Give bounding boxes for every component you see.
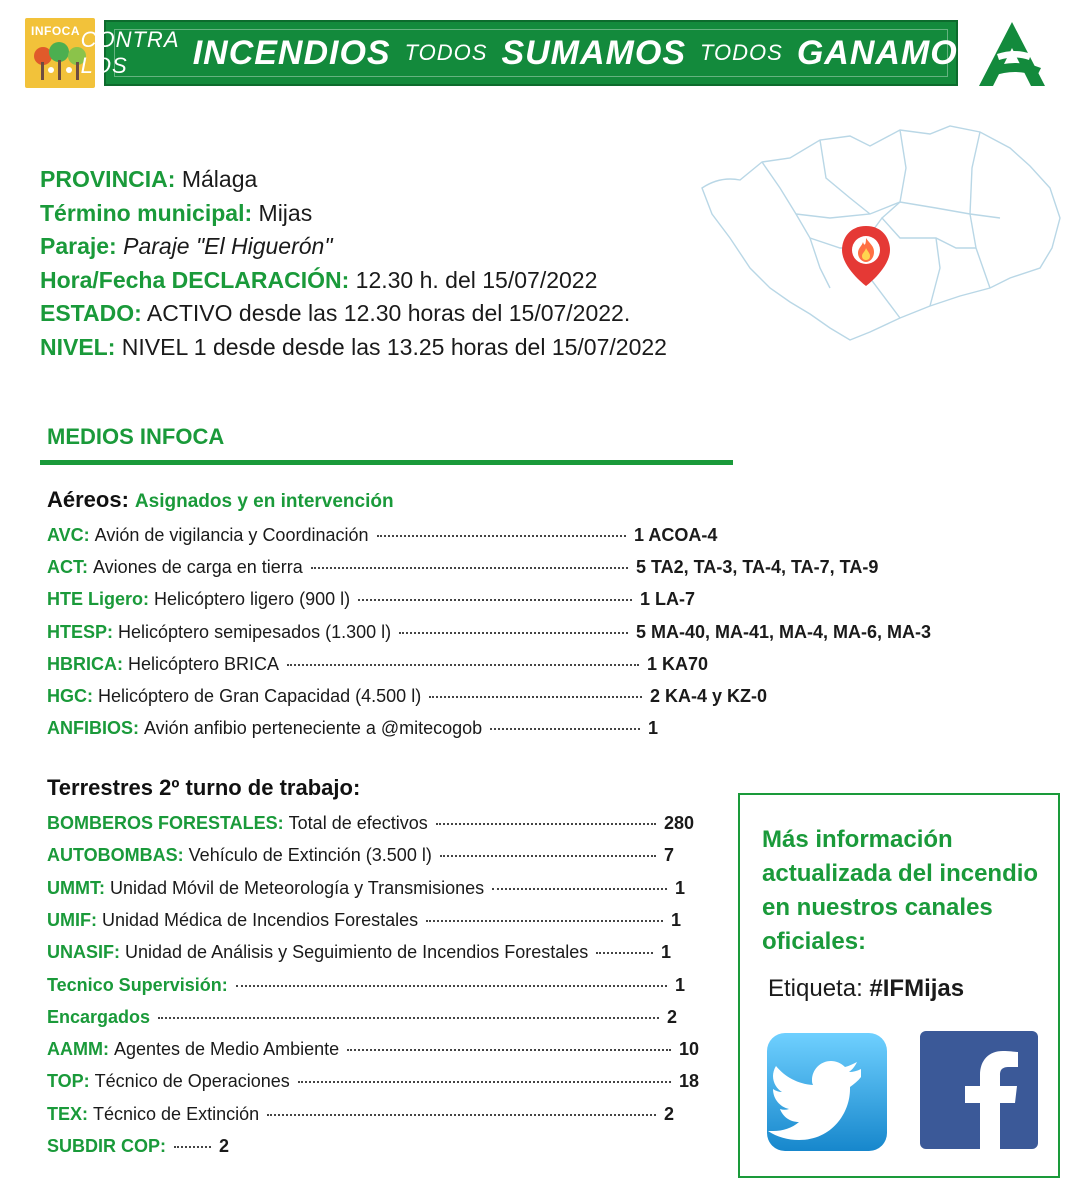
resource-count: 2: [664, 1103, 675, 1124]
dotted-leader: [490, 728, 640, 730]
dotted-leader: [399, 632, 628, 634]
aereos-subtitle: Asignados y en intervención: [134, 491, 394, 512]
infoca-logo-text: INFOCA: [31, 24, 80, 38]
resource-code: HTESP:: [47, 621, 114, 642]
estado-label: ESTADO:: [40, 300, 142, 326]
termino-row: [40, 197, 667, 231]
resource-count: 1 LA-7: [640, 589, 696, 610]
resource-row: [47, 718, 658, 739]
info-message: Más información actualizada del incendio en nuestros canales oficiales:: [762, 826, 1039, 955]
resource-count: 1: [675, 877, 686, 898]
resource-count: 2: [667, 1006, 678, 1027]
nivel-value: NIVEL 1 desde desde las 13.25 horas del 15/07/2022: [121, 333, 667, 360]
slogan-word: TODOS: [404, 40, 488, 65]
slogan-word: TODOS: [700, 40, 783, 65]
dotted-leader: [436, 823, 656, 825]
termino-label: Término municipal:: [40, 199, 253, 226]
resource-code: AAMM:: [47, 1039, 109, 1060]
hashtag-line: [768, 975, 964, 1003]
dotted-leader: [158, 1017, 659, 1019]
resource-description: Vehículo de Extinción (3.500 l): [188, 845, 432, 866]
resource-count: 1: [675, 974, 686, 995]
resource-row: [47, 845, 674, 866]
paraje-label: Paraje:: [40, 233, 117, 259]
slogan-word: GANAMOS: [796, 33, 982, 72]
social-info-box: [738, 793, 1060, 1178]
resource-row: [47, 622, 931, 643]
resource-code: SUBDIR COP:: [47, 1136, 167, 1156]
dotted-leader: [287, 664, 639, 666]
hora-value: 12.30 h. del 15/07/2022: [355, 266, 598, 293]
slogan-word: INCENDIOS: [192, 33, 391, 72]
campaign-banner: [80, 20, 982, 86]
hora-row: [40, 264, 667, 298]
resource-code: HTE Ligero:: [47, 589, 149, 610]
resource-code: HBRICA:: [47, 653, 123, 674]
resource-description: Helicóptero BRICA: [128, 653, 280, 674]
hora-label: Hora/Fecha DECLARACIÓN:: [40, 266, 350, 293]
resource-count: 10: [679, 1039, 700, 1060]
resource-code: HGC:: [47, 686, 93, 706]
resource-count: 5 MA-40, MA-41, MA-4, MA-6, MA-3: [636, 621, 932, 642]
provincia-row: [40, 163, 667, 197]
resource-code: AUTOBOMBAS:: [47, 845, 184, 866]
resource-description: Técnico de Operaciones: [94, 1071, 290, 1092]
dotted-leader: [347, 1049, 671, 1051]
resource-code: Tecnico Supervisión:: [47, 974, 228, 995]
resource-description: Helicóptero ligero (900 l): [154, 589, 351, 610]
dotted-leader: [267, 1114, 656, 1116]
resource-row: [47, 686, 767, 707]
estado-value: ACTIVO desde las 12.30 horas del 15/07/2022.: [146, 300, 631, 326]
resource-count: 1: [671, 909, 682, 930]
resource-code: TOP:: [47, 1071, 90, 1092]
medios-title: MEDIOS INFOCA: [47, 424, 225, 449]
resource-row: [47, 813, 694, 834]
resource-code: UNASIF:: [47, 942, 120, 963]
medios-divider: [40, 460, 733, 465]
resource-count: 18: [679, 1071, 700, 1092]
terrestres-title: Terrestres 2º turno de trabajo:: [47, 775, 361, 800]
aereos-label: Aéreos:: [47, 487, 129, 512]
nivel-row: [40, 331, 667, 365]
dotted-leader: [426, 920, 663, 922]
slogan-word: SUMAMOS: [501, 33, 686, 72]
resource-description: Avión de vigilancia y Coordinación: [94, 525, 369, 545]
provincia-value: Málaga: [181, 166, 258, 192]
facebook-icon[interactable]: [920, 1031, 1038, 1149]
dotted-leader: [596, 952, 653, 954]
resource-row: [47, 1136, 229, 1157]
resource-count: 1: [648, 718, 659, 739]
resource-description: Helicóptero de Gran Capacidad (4.500 l): [98, 686, 422, 706]
resource-row: [47, 1039, 699, 1060]
dotted-leader: [174, 1146, 211, 1148]
dotted-leader: [377, 535, 626, 537]
resource-count: 7: [664, 845, 675, 866]
dotted-leader: [311, 567, 628, 569]
dotted-leader: [440, 855, 656, 857]
resource-row: [47, 525, 717, 546]
resource-count: 2: [219, 1136, 230, 1156]
dotted-leader: [492, 888, 667, 890]
resource-count: 1: [661, 942, 672, 963]
resource-code: ACT:: [47, 557, 88, 578]
termino-value: Mijas: [258, 199, 313, 226]
resource-count: 1 KA70: [647, 653, 709, 674]
resource-count: 2 KA-4 y KZ-0: [650, 686, 768, 706]
dotted-leader: [298, 1081, 671, 1083]
resource-row: [47, 878, 685, 899]
resource-row: [47, 654, 708, 675]
dotted-leader: [236, 985, 667, 987]
aereos-title: [47, 487, 394, 513]
paraje-value: Paraje "El Higuerón": [123, 233, 333, 259]
resource-description: Unidad Móvil de Meteorología y Transmisiones: [109, 877, 485, 898]
resource-count: 280: [664, 813, 695, 833]
resource-description: Agentes de Medio Ambiente: [113, 1039, 340, 1060]
resource-description: Unidad de Análisis y Seguimiento de Incendios Forestales: [125, 942, 589, 963]
provincia-label: PROVINCIA:: [40, 166, 176, 192]
resource-code: TEX:: [47, 1103, 89, 1124]
incident-info: [40, 163, 667, 364]
slogan-word: CONTRA LOS: [80, 27, 179, 78]
resource-code: BOMBEROS FORESTALES:: [47, 813, 284, 833]
resource-row: [47, 1071, 699, 1092]
resource-code: UMMT:: [47, 877, 105, 898]
resource-count: 1 ACOA-4: [634, 525, 718, 545]
tag-label: Etiqueta:: [768, 975, 863, 1002]
resource-count: 5 TA2, TA-3, TA-4, TA-7, TA-9: [636, 557, 879, 578]
resource-row: [47, 910, 681, 931]
campaign-slogan: [80, 27, 982, 78]
resource-row: [47, 975, 685, 996]
resource-description: Unidad Médica de Incendios Forestales: [101, 909, 419, 930]
resource-row: [47, 1104, 674, 1125]
dotted-leader: [429, 696, 642, 698]
resource-row: [47, 942, 671, 963]
estado-row: [40, 297, 667, 331]
resource-code: UMIF:: [47, 909, 97, 930]
resource-description: Total de efectivos: [288, 813, 428, 833]
resource-description: Helicóptero semipesados (1.300 l): [118, 621, 392, 642]
resource-description: Técnico de Extinción: [93, 1103, 260, 1124]
resource-code: AVC:: [47, 525, 90, 545]
resource-code: Encargados: [47, 1006, 151, 1027]
nivel-label: NIVEL:: [40, 333, 116, 360]
resource-code: ANFIBIOS:: [47, 718, 139, 739]
resource-description: Aviones de carga en tierra: [93, 557, 303, 578]
tag-value: #IFMijas: [869, 975, 965, 1002]
dotted-leader: [358, 599, 632, 601]
fire-marker-icon: [842, 226, 890, 286]
resource-row: [47, 557, 878, 578]
twitter-icon[interactable]: [765, 1031, 889, 1153]
resource-row: [47, 589, 695, 610]
resource-description: Avión anfibio perteneciente a @mitecogob: [144, 718, 483, 739]
andalucia-map: [700, 118, 1065, 343]
paraje-row: [40, 230, 667, 264]
junta-andalucia-logo: [975, 18, 1050, 90]
resource-row: [47, 1007, 677, 1028]
